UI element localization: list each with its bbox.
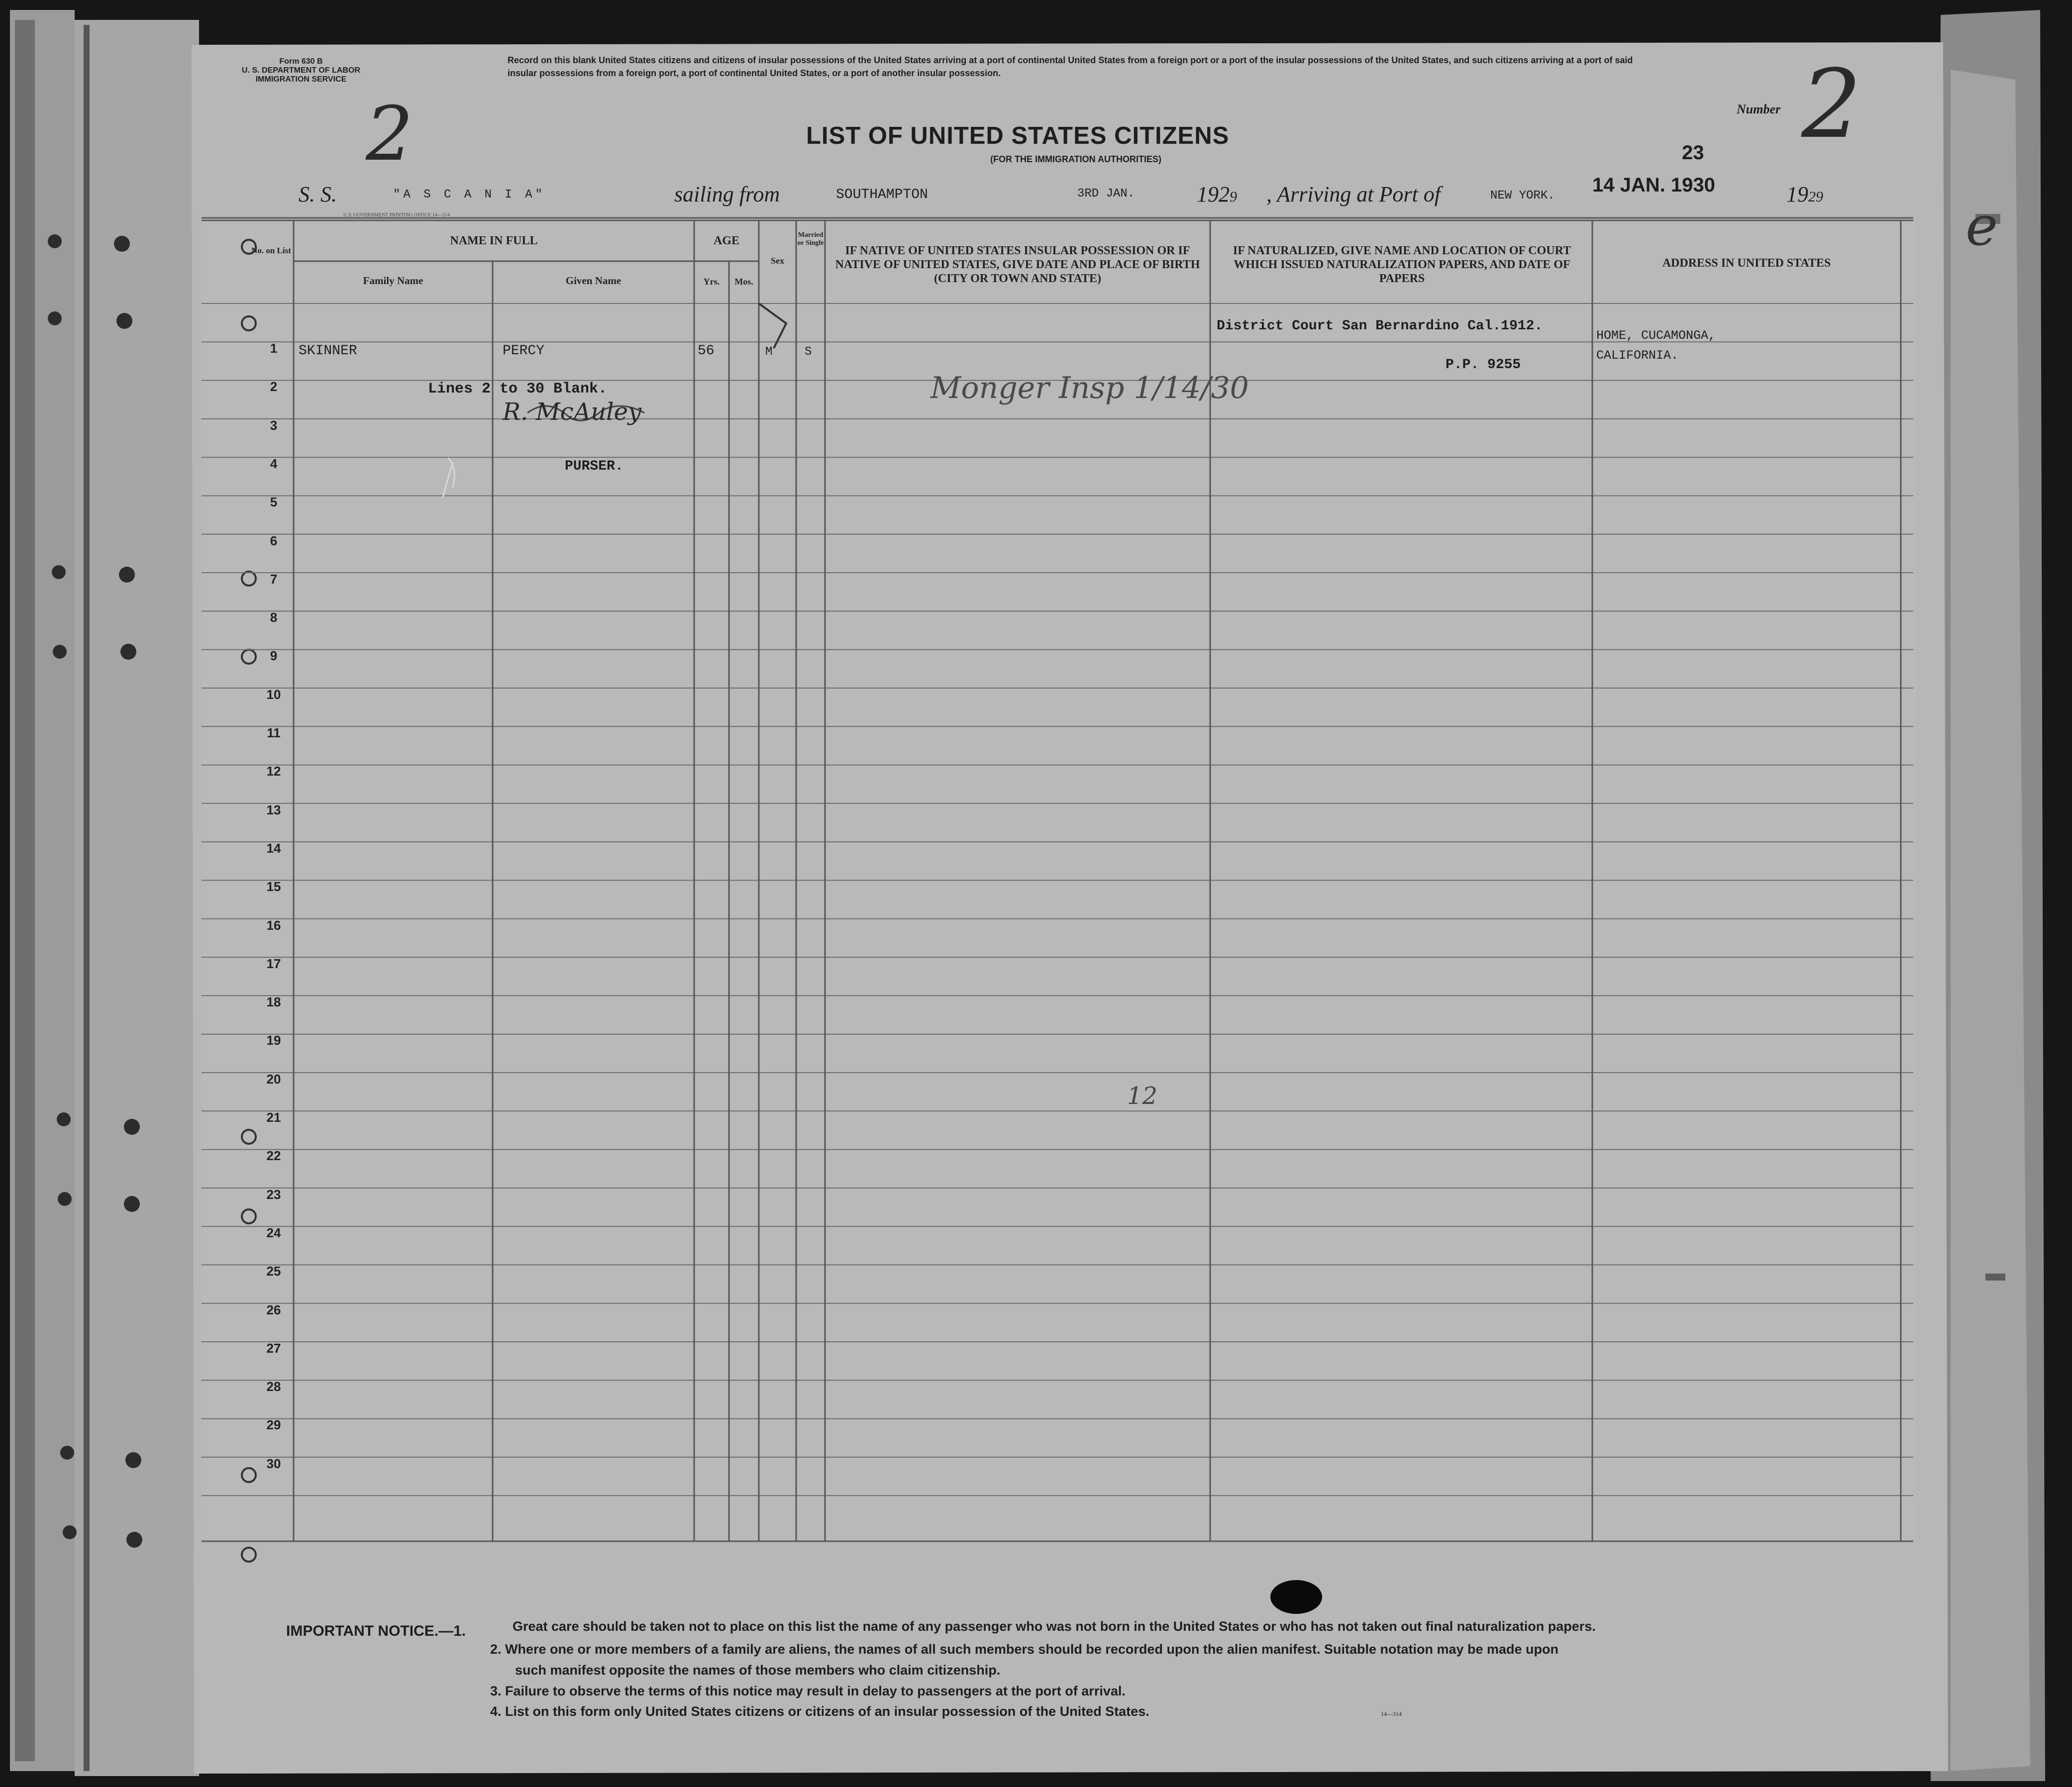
row-number: 19: [266, 1033, 281, 1048]
row-number: 28: [266, 1379, 281, 1394]
sailing-label: sailing from: [674, 182, 780, 206]
form-subtitle: (FOR THE IMMIGRATION AUTHORITIES): [990, 154, 1161, 164]
arriving-label: , Arriving at Port of: [1266, 182, 1441, 206]
row-number: 12: [266, 764, 281, 779]
form-instructions: Record on this blank United States citizens and citizens of insular possessions of the United States arriving at a port of continental United States from a foreign port or a port of the insular possessions of the United States, and such citizens arriving at a port of said insular possessions from a foreign port, a port of continental United States, or a port of another insular possession.: [508, 55, 1633, 78]
row-number: 18: [266, 994, 281, 1010]
row-number: 14: [266, 840, 281, 856]
ss-label: S. S.: [299, 182, 337, 206]
row-number: 13: [266, 802, 281, 817]
side-tab-letter: e: [1966, 194, 1998, 258]
lines-blank-note: Lines 2 to 30 Blank.: [428, 381, 608, 397]
port-to: NEW YORK.: [1490, 189, 1555, 202]
year-from-suffix: 9: [1230, 189, 1237, 205]
entry-given-name: PERCY: [503, 343, 545, 359]
row-number: 9: [270, 648, 278, 664]
service-label: IMMIGRATION SERVICE: [255, 75, 347, 84]
handwritten-12: 12: [1127, 1082, 1158, 1110]
row-number: 5: [270, 495, 278, 510]
row-number: 6: [270, 533, 278, 548]
notice-code: 14—314: [1381, 1710, 1402, 1717]
col-sex: Sex: [771, 256, 784, 266]
entry-sex: M: [765, 345, 773, 359]
col-married-single: Married or Single: [797, 231, 824, 247]
notice-item-2b: such manifest opposite the names of those members who claim citizenship.: [515, 1663, 1001, 1678]
form-title: LIST OF UNITED STATES CITIZENS: [806, 122, 1230, 149]
col-address: ADDRESS IN UNITED STATES: [1662, 257, 1831, 270]
entry-status: S: [805, 345, 812, 359]
row-number: 8: [270, 610, 278, 625]
row-number: 23: [266, 1187, 281, 1202]
arrival-date-stamp: 14 JAN. 1930: [1592, 174, 1715, 196]
row-number: 7: [270, 571, 278, 587]
row-number: 30: [266, 1456, 281, 1471]
row-number: 11: [267, 725, 281, 740]
row-number: 20: [266, 1071, 281, 1087]
number-value: 2: [1801, 49, 1862, 159]
row-number: 1: [270, 341, 278, 356]
notice-item-3: 3. Failure to observe the terms of this notice may result in delay to passengers at the port of arrival.: [490, 1684, 1126, 1698]
inspector-note: Monger Insp 1/14/30: [931, 371, 1249, 405]
notice-label: IMPORTANT NOTICE.—1.: [286, 1623, 466, 1639]
year-from: 192: [1197, 182, 1230, 206]
row-number: 17: [266, 956, 281, 971]
date-from: 3RD JAN.: [1077, 187, 1135, 200]
col-naturalized: IF NATURALIZED, GIVE NAME AND LOCATION OF COURT WHICH ISSUED NATURALIZATION PAPERS, AND DATE OF PAPERS: [1233, 244, 1571, 285]
ship-name: "A S C A N I A": [393, 188, 546, 201]
row-number: 27: [266, 1340, 281, 1356]
col-no-on-list: No. on List: [251, 246, 291, 255]
entry-court: District Court San Bernardino Cal.1912.: [1217, 318, 1543, 334]
notice-item-2a: 2. Where one or more members of a family are aliens, the names of all such members should be recorded upon the alien manifest. Suitable notation may be made upon: [490, 1642, 1559, 1657]
col-age: AGE: [713, 234, 739, 247]
row-number: 29: [266, 1417, 281, 1433]
row-number: 26: [266, 1302, 281, 1317]
row-number: 10: [266, 687, 281, 702]
number-label: Number: [1737, 102, 1781, 116]
row-number: 3: [270, 417, 278, 433]
stamp-23: 23: [1682, 142, 1704, 164]
col-birth: IF NATIVE OF UNITED STATES INSULAR POSSESSION OR IF NATIVE OF UNITED STATES, GIVE DATE AND PLACE OF BIRTH (CITY OR TOWN AND STATE): [835, 244, 1200, 285]
col-name-in-full: NAME IN FULL: [450, 234, 538, 247]
row-number: 2: [270, 379, 278, 395]
row-number: 25: [266, 1264, 281, 1279]
col-family-name: Family Name: [363, 275, 423, 287]
entry-papers: P.P. 9255: [1446, 357, 1521, 373]
page-number-handwritten: 2: [366, 91, 414, 178]
port-from: SOUTHAMPTON: [836, 187, 928, 202]
row-number: 21: [266, 1110, 281, 1125]
row-number: 15: [266, 879, 281, 894]
row-number: 24: [266, 1225, 281, 1240]
row-number: 22: [266, 1148, 281, 1164]
printer-line: U.S. GOVERNMENT PRINTING OFFICE 14—314: [343, 212, 450, 218]
row-number: 16: [266, 917, 281, 933]
purser-label: PURSER.: [565, 459, 623, 474]
purser-signature: R. McAuley: [503, 398, 642, 426]
department-label: U. S. DEPARTMENT OF LABOR: [242, 66, 360, 75]
entry-age: 56: [698, 343, 715, 359]
notice-item-1: Great care should be taken not to place on this list the name of any passenger who was not born in the United States or who has not taken out final naturalization papers.: [513, 1619, 1596, 1634]
notice-item-4: 4. List on this form only United States citizens or citizens of an insular possession of the United States.: [490, 1704, 1149, 1719]
col-yrs: Yrs.: [703, 277, 720, 287]
entry-family-name: SKINNER: [299, 343, 357, 359]
col-mos: Mos.: [734, 277, 753, 287]
entry-address-2: CALIFORNIA.: [1596, 348, 1679, 363]
row-number: 4: [270, 456, 278, 471]
form-number: Form 630 B: [279, 57, 323, 66]
year-to-suffix: 29: [1808, 189, 1823, 205]
col-given-name: Given Name: [565, 275, 622, 287]
entry-address-1: HOME, CUCAMONGA,: [1596, 328, 1716, 343]
year-to: 19: [1786, 182, 1808, 206]
